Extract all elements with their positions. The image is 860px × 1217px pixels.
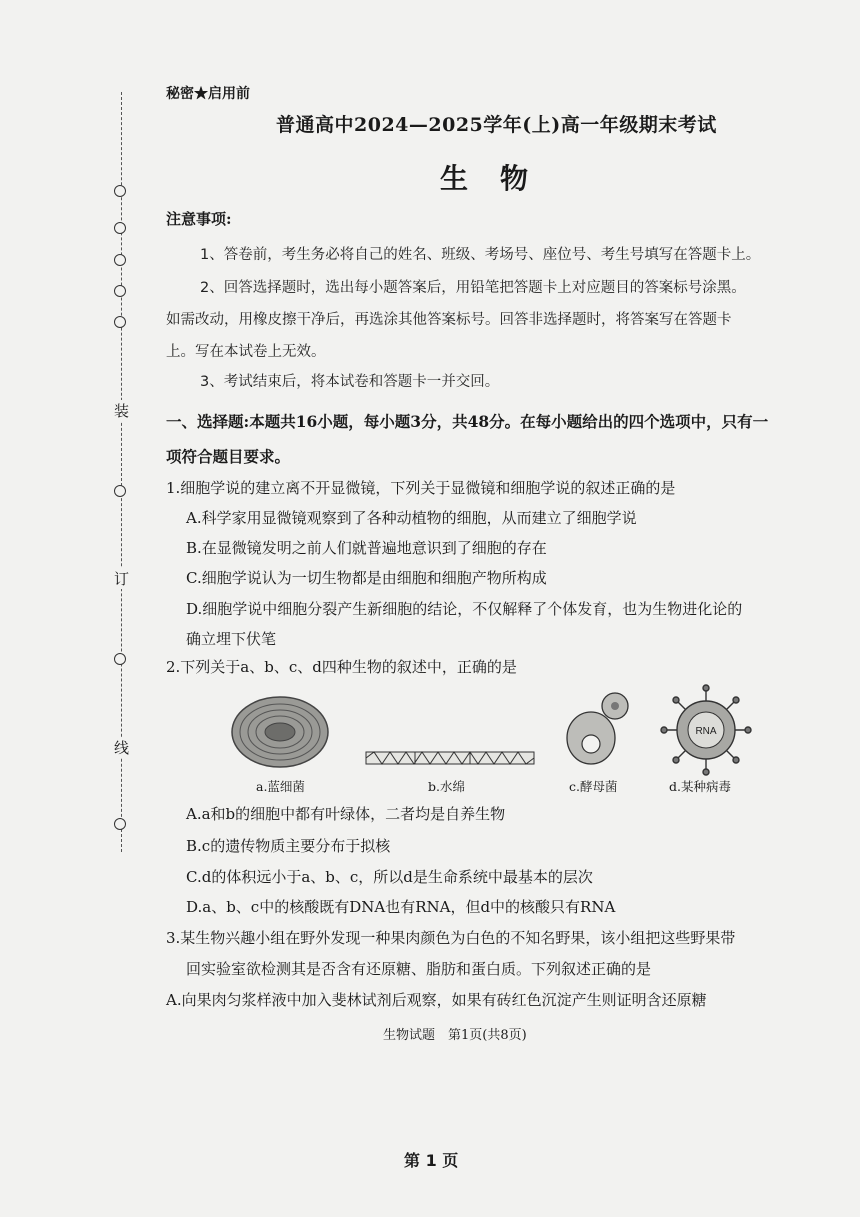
caption-d: d.某种病毒 [669, 779, 731, 794]
question-1-option-a: A.科学家用显微镜观察到了各种动植物的细胞，从而建立了细胞学说 [186, 509, 637, 527]
exam-title: 普通高中2024—2025学年(上)高一年级期末考试 [276, 114, 717, 136]
note-line: 2、回答选择题时，选出每小题答案后，用铅笔把答题卡上对应题目的答案标号涂黑。 [200, 280, 746, 296]
rna-label: RNA [695, 726, 717, 737]
caption-c: c.酵母菌 [569, 779, 618, 794]
caption-a: a.蓝细菌 [256, 779, 305, 794]
question-1-option-d: D.细胞学说中细胞分裂产生新细胞的结论，不仅解释了个体发育，也为生物进化论的 [186, 600, 743, 618]
binding-hole [114, 285, 126, 297]
binding-char-ding: 订 [114, 570, 130, 588]
binding-char-xian: 线 [114, 739, 130, 757]
question-2-option-b: B.c的遗传物质主要分布于拟核 [186, 837, 391, 855]
notes-heading: 注意事项: [166, 210, 232, 228]
binding-hole [114, 818, 126, 830]
secret-label: 秘密★启用前 [166, 86, 250, 102]
binding-hole [114, 185, 126, 197]
question-2-option-a: A.a和b的细胞中都有叶绿体，二者均是自养生物 [186, 805, 506, 823]
section-heading: 项符合题目要求。 [166, 447, 291, 466]
note-line: 3、考试结束后，将本试卷和答题卡一并交回。 [200, 374, 500, 390]
note-line: 上。写在本试卷上无效。 [166, 344, 326, 360]
spirogyra-image [365, 750, 535, 766]
caption-b: b.水绵 [428, 779, 465, 794]
cyanobacteria-image [230, 694, 330, 770]
binding-hole [114, 485, 126, 497]
subject-title: 生物 [440, 162, 561, 195]
yeast-image [565, 690, 637, 766]
question-2-option-c: C.d的体积远小于a、b、c，所以d是生命系统中最基本的层次 [186, 868, 593, 886]
note-line: 1、答卷前，考生务必将自己的姓名、班级、考场号、座位号、考生号填写在答题卡上。 [200, 247, 761, 263]
question-3-stem: 3.某生物兴趣小组在野外发现一种果肉颜色为白色的不知名野果，该小组把这些野果带 [166, 929, 736, 947]
page-number: 第 1 页 [404, 1151, 459, 1170]
question-1-stem: 1.细胞学说的建立离不开显微镜，下列关于显微镜和细胞学说的叙述正确的是 [166, 479, 676, 497]
section-heading: 一、选择题:本题共16小题，每小题3分，共48分。在每小题给出的四个选项中，只有一 [166, 412, 769, 431]
question-1-option-b: B.在显微镜发明之前人们就普遍地意识到了细胞的存在 [186, 539, 547, 557]
question-3-stem-cont: 回实验室欲检测其是否含有还原糖、脂肪和蛋白质。下列叙述正确的是 [186, 960, 652, 978]
exam-footer: 生物试题 第1页(共8页) [383, 1028, 527, 1043]
binding-hole [114, 254, 126, 266]
binding-char-zhuang: 装 [114, 402, 130, 420]
binding-hole [114, 653, 126, 665]
note-line: 如需改动，用橡皮擦干净后，再选涂其他答案标号。回答非选择题时，将答案写在答题卡 [166, 312, 732, 328]
question-1-option-d-cont: 确立埋下伏笔 [186, 630, 277, 648]
question-2-option-d: D.a、b、c中的核酸既有DNA也有RNA，但d中的核酸只有RNA [186, 898, 616, 916]
question-2-stem: 2.下列关于a、b、c、d四种生物的叙述中，正确的是 [166, 658, 517, 676]
question-1-option-c: C.细胞学说认为一切生物都是由细胞和细胞产物所构成 [186, 569, 547, 587]
question-3-option-a: A.向果肉匀浆样液中加入斐林试剂后观察，如果有砖红色沉淀产生则证明含还原糖 [166, 991, 707, 1009]
binding-hole [114, 222, 126, 234]
virus-image [660, 684, 752, 776]
binding-hole [114, 316, 126, 328]
